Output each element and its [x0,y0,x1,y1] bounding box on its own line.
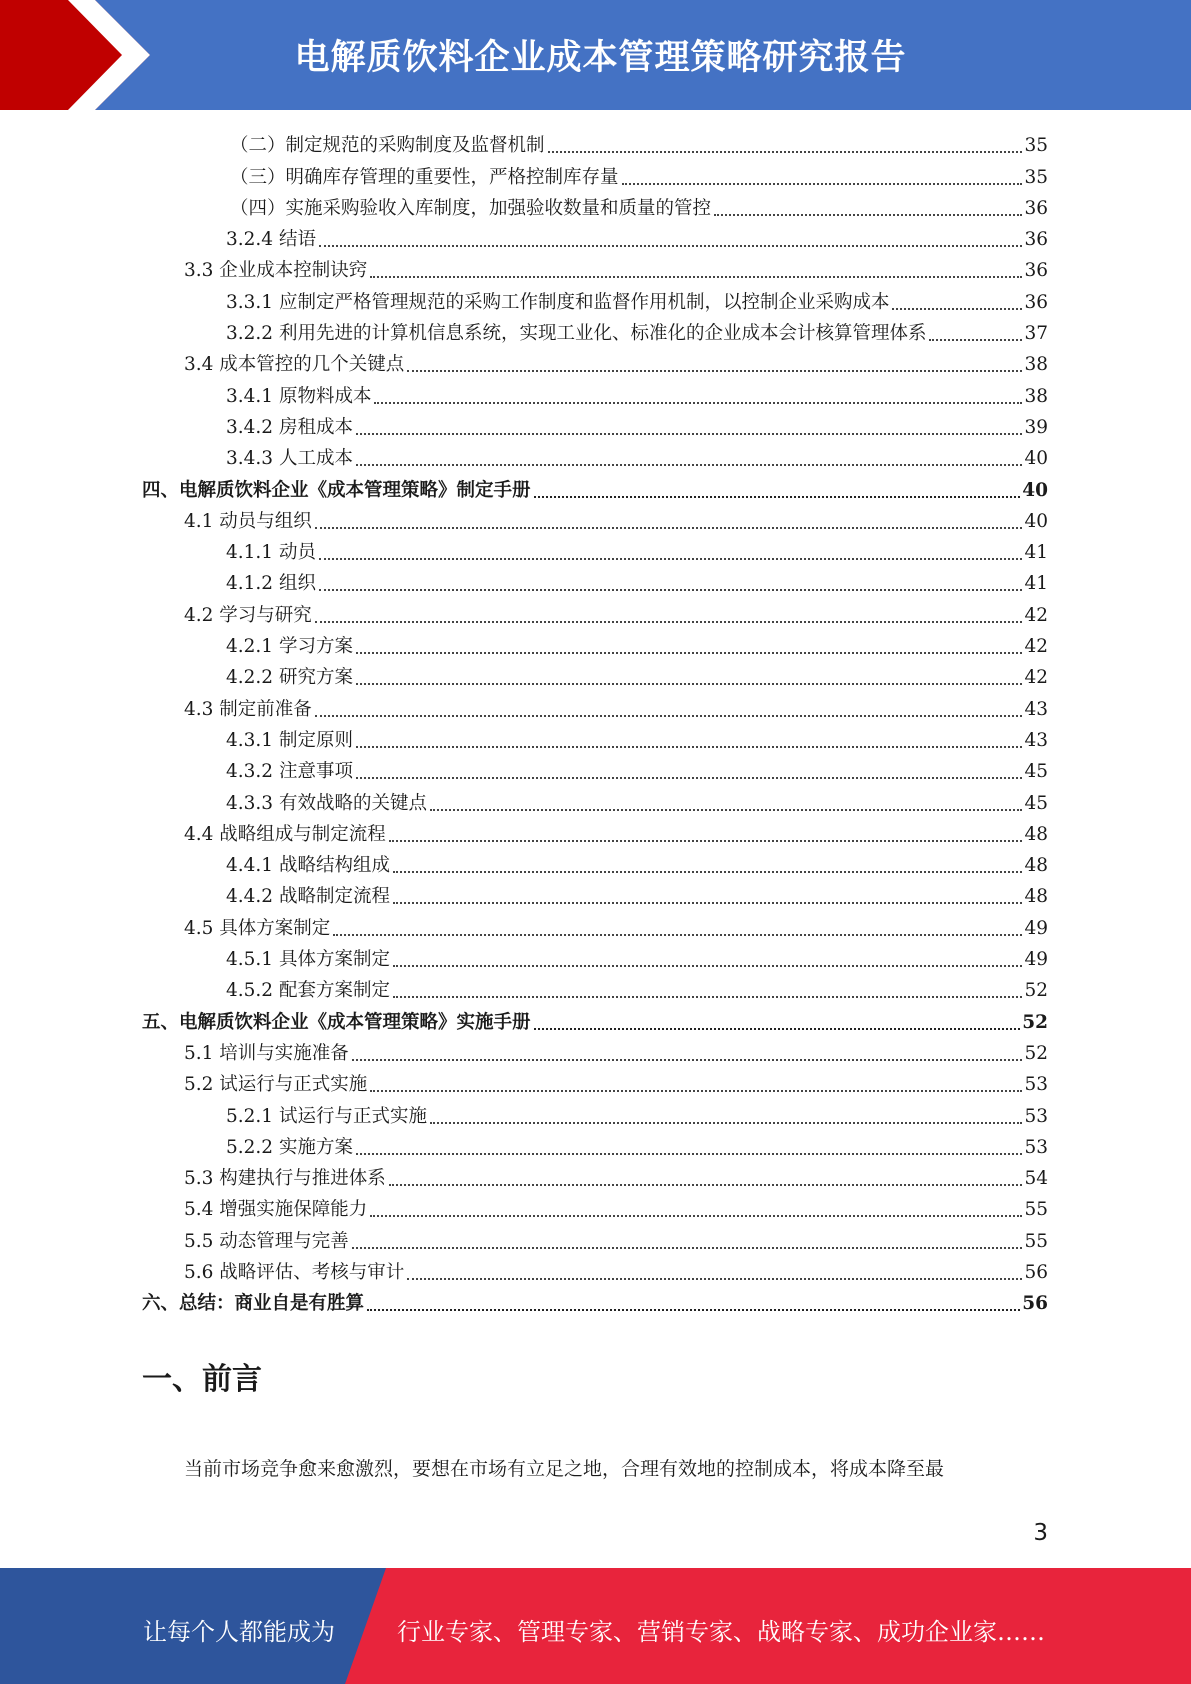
toc-leader-dots [389,839,1023,842]
toc-entry-page: 41 [1024,542,1048,564]
toc-entry-page: 54 [1024,1168,1048,1190]
toc-leader-dots [370,1089,1022,1092]
page-header [0,0,1191,110]
toc-entry-page: 55 [1024,1230,1048,1252]
toc-entry[interactable] [142,941,1048,972]
toc-leader-dots [407,1277,1022,1280]
toc-entry[interactable] [142,1160,1048,1191]
toc-entry-page: 40 [1024,448,1048,470]
toc-entry-title: 4.4.1 战略结构组成 [226,855,390,877]
toc-leader-dots [430,808,1022,811]
toc-leader-dots [315,526,1023,529]
toc-entry-title: 4.2.2 研究方案 [226,667,353,689]
report-title: 电解质饮料企业成本管理策略研究报告 [294,38,907,78]
toc-entry[interactable] [142,534,1048,565]
toc-leader-dots [548,150,1023,153]
toc-entry-page: 48 [1024,855,1048,877]
toc-entry-title: 5.2.1 试运行与正式实施 [226,1105,427,1127]
toc-leader-dots [356,745,1023,748]
toc-entry-page: 48 [1024,886,1048,908]
toc-leader-dots [393,870,1022,873]
toc-entry-title: 4.1.1 动员 [226,542,316,564]
toc-entry-title: 4.3.1 制定原则 [226,729,353,751]
toc-entry[interactable] [142,409,1048,440]
page-footer [0,1568,1191,1684]
toc-leader-dots [315,620,1023,623]
toc-entry-page: 38 [1024,354,1048,376]
toc-entry-title: 4.3.2 注意事项 [226,761,353,783]
toc-entry-page: 37 [1024,323,1048,345]
toc-entry[interactable] [142,909,1048,940]
toc-entry[interactable] [142,1254,1048,1285]
toc-entry[interactable] [142,659,1048,690]
toc-leader-dots [356,651,1023,654]
section-heading: 一、前言 [142,1362,262,1397]
table-of-contents [142,127,1048,1316]
toc-leader-dots [714,213,1022,216]
toc-leader-dots [393,901,1022,904]
toc-leader-dots [393,995,1022,998]
toc-entry-title: 4.4.2 战略制定流程 [226,886,390,908]
toc-leader-dots [352,1058,1023,1061]
toc-entry-page: 48 [1024,823,1048,845]
toc-chapter-entry[interactable] [142,1285,1048,1316]
toc-entry-page: 53 [1024,1105,1048,1127]
toc-entry[interactable] [142,1222,1048,1253]
toc-leader-dots [356,432,1023,435]
toc-entry[interactable] [142,1097,1048,1128]
toc-leader-dots [356,1152,1023,1155]
toc-entry-title: 六、总结：商业自是有胜算 [142,1293,365,1315]
toc-leader-dots [393,964,1022,967]
toc-leader-dots [319,557,1023,560]
toc-leader-dots [352,1246,1023,1249]
toc-entry-title: 4.4 战略组成与制定流程 [184,823,386,845]
toc-leader-dots [370,275,1022,278]
toc-leader-dots [356,682,1023,685]
toc-leader-dots [622,182,1023,185]
toc-entry[interactable] [142,972,1048,1003]
toc-entry-title: 3.4.3 人工成本 [226,448,353,470]
toc-leader-dots [356,463,1023,466]
toc-entry-title: 3.4 成本管控的几个关键点 [184,354,405,376]
toc-entry-page: 56 [1022,1293,1048,1315]
toc-entry-page: 43 [1024,698,1048,720]
toc-entry-title: 5.4 增强实施保障能力 [184,1199,368,1221]
toc-entry-page: 38 [1024,385,1048,407]
toc-entry-title: 4.1 动员与组织 [184,510,312,532]
toc-entry-page: 43 [1024,729,1048,751]
toc-entry-title: 四、电解质饮料企业《成本管理策略》制定手册 [142,479,531,501]
toc-entry-page: 36 [1024,260,1048,282]
toc-leader-dots [333,933,1022,936]
toc-entry-title: 4.1.2 组织 [226,573,316,595]
toc-entry-title: 5.1 培训与实施准备 [184,1042,349,1064]
toc-leader-dots [534,1027,1021,1030]
toc-entry-page: 40 [1022,479,1048,501]
section-paragraph: 当前市场竞争愈来愈激烈，要想在市场有立足之地，合理有效地的控制成本，将成本降至最 [184,1458,945,1480]
toc-entry-title: 4.5.1 具体方案制定 [226,949,390,971]
toc-leader-dots [892,307,1022,310]
toc-entry-title: 5.6 战略评估、考核与审计 [184,1261,405,1283]
toc-entry-title: 3.2.2 利用先进的计算机信息系统，实现工业化、标准化的企业成本会计核算管理体系 [226,323,927,345]
toc-entry-page: 56 [1024,1261,1048,1283]
toc-entry-page: 55 [1024,1199,1048,1221]
toc-entry-page: 39 [1024,416,1048,438]
toc-leader-dots [374,401,1022,404]
toc-entry-title: 4.2.1 学习方案 [226,636,353,658]
toc-entry-title: （二）制定规范的采购制度及监督机制 [230,135,545,157]
toc-entry-title: 5.3 构建执行与推进体系 [184,1168,386,1190]
toc-entry-page: 49 [1024,917,1048,939]
toc-entry-title: 4.2 学习与研究 [184,604,312,626]
toc-entry-page: 53 [1024,1136,1048,1158]
toc-entry[interactable] [142,1035,1048,1066]
toc-entry-title: 5.2 试运行与正式实施 [184,1074,368,1096]
toc-entry[interactable] [142,252,1048,283]
toc-entry-title: 五、电解质饮料企业《成本管理策略》实施手册 [142,1011,531,1033]
toc-entry-page: 52 [1022,1011,1048,1033]
toc-leader-dots [430,1121,1022,1124]
toc-entry[interactable] [142,221,1048,252]
toc-entry-page: 53 [1024,1074,1048,1096]
toc-entry-title: 3.3 企业成本控制诀窍 [184,260,368,282]
toc-leader-dots [370,1214,1022,1217]
toc-entry[interactable] [142,158,1048,189]
toc-entry-title: （三）明确库存管理的重要性，严格控制库存量 [230,166,619,188]
toc-entry[interactable] [142,190,1048,221]
toc-entry-page: 40 [1024,510,1048,532]
toc-entry[interactable] [142,628,1048,659]
toc-entry[interactable] [142,377,1048,408]
footer-slogan-right: 行业专家、管理专家、营销专家、战略专家、成功企业家…… [397,1618,1045,1646]
toc-entry-page: 45 [1024,761,1048,783]
toc-entry[interactable] [142,596,1048,627]
toc-entry-page: 52 [1024,980,1048,1002]
toc-entry-title: （四）实施采购验收入库制度，加强验收数量和质量的管控 [230,197,712,219]
toc-entry[interactable] [142,127,1048,158]
toc-entry[interactable] [142,283,1048,314]
toc-entry-title: 3.2.4 结语 [226,229,316,251]
toc-entry-page: 41 [1024,573,1048,595]
toc-entry-title: 4.3.3 有效战略的关键点 [226,792,427,814]
toc-entry-title: 3.4.1 原物料成本 [226,385,372,407]
toc-entry[interactable] [142,753,1048,784]
toc-entry[interactable] [142,690,1048,721]
toc-entry[interactable] [142,816,1048,847]
toc-leader-dots [534,495,1021,498]
toc-entry-title: 4.5.2 配套方案制定 [226,980,390,1002]
toc-entry-page: 45 [1024,792,1048,814]
toc-entry[interactable] [142,440,1048,471]
toc-entry-title: 5.2.2 实施方案 [226,1136,353,1158]
toc-entry[interactable] [142,847,1048,878]
toc-entry[interactable] [142,1191,1048,1222]
toc-entry[interactable] [142,722,1048,753]
toc-leader-dots [319,244,1023,247]
toc-entry[interactable] [142,346,1048,377]
toc-chapter-entry[interactable] [142,471,1048,502]
toc-entry[interactable] [142,503,1048,534]
toc-entry[interactable] [142,1129,1048,1160]
toc-entry-title: 5.5 动态管理与完善 [184,1230,349,1252]
toc-entry-page: 42 [1024,636,1048,658]
toc-entry-page: 42 [1024,604,1048,626]
toc-entry[interactable] [142,565,1048,596]
toc-entry[interactable] [142,315,1048,346]
toc-entry-page: 35 [1024,135,1048,157]
toc-entry-page: 49 [1024,949,1048,971]
toc-leader-dots [929,338,1022,341]
toc-entry-title: 4.3 制定前准备 [184,698,312,720]
toc-entry-page: 36 [1024,229,1048,251]
toc-entry-title: 3.3.1 应制定严格管理规范的采购工作制度和监督作用机制，以控制企业采购成本 [226,291,890,313]
toc-entry[interactable] [142,784,1048,815]
toc-entry[interactable] [142,878,1048,909]
toc-entry-title: 3.4.2 房租成本 [226,416,353,438]
toc-leader-dots [407,369,1022,372]
toc-entry-page: 52 [1024,1042,1048,1064]
page-number: 3 [1033,1520,1048,1546]
toc-entry-page: 42 [1024,667,1048,689]
toc-leader-dots [315,714,1023,717]
toc-leader-dots [367,1308,1020,1311]
toc-entry-page: 36 [1024,291,1048,313]
toc-leader-dots [319,588,1023,591]
toc-entry-title: 4.5 具体方案制定 [184,917,331,939]
toc-entry[interactable] [142,1066,1048,1097]
toc-leader-dots [356,776,1023,779]
footer-slogan-left: 让每个人都能成为 [143,1618,335,1646]
toc-entry-page: 36 [1024,197,1048,219]
toc-leader-dots [389,1183,1023,1186]
toc-chapter-entry[interactable] [142,1003,1048,1034]
toc-entry-page: 35 [1024,166,1048,188]
